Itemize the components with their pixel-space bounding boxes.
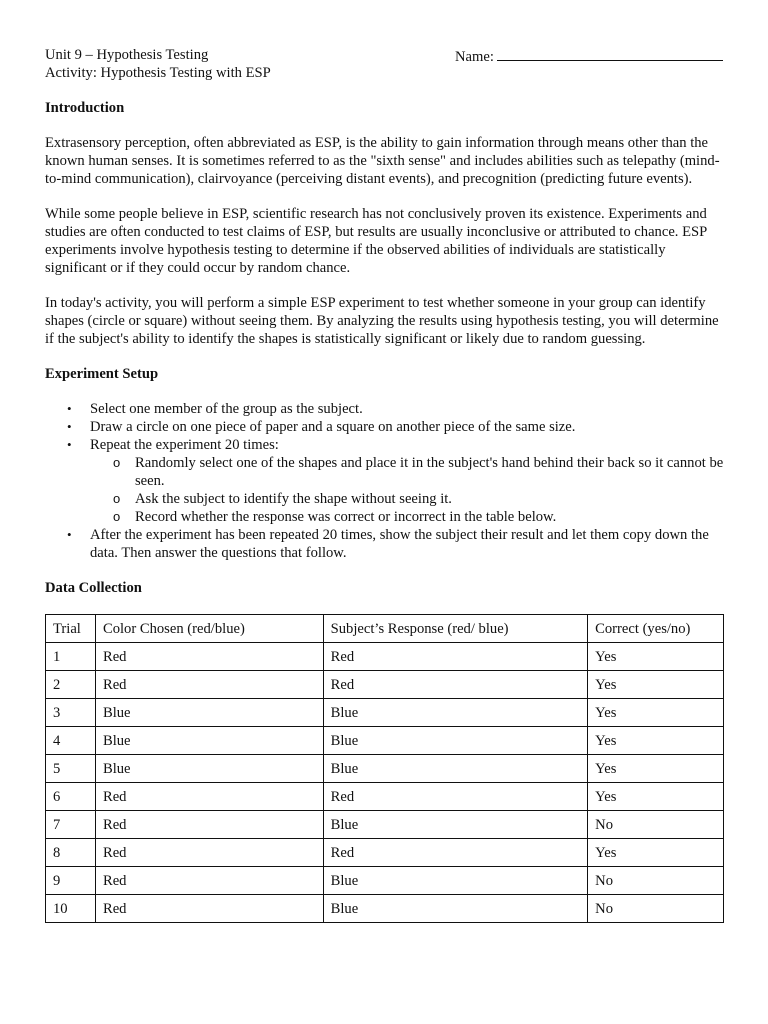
- unit-title: Unit 9 – Hypothesis Testing: [45, 47, 209, 63]
- sublist-item-text: Randomly select one of the shapes and place it in the subject's hand behind their back so it cannot be seen.: [135, 455, 724, 489]
- table-row: [46, 727, 724, 755]
- list-item-text: Repeat the experiment 20 times:: [90, 437, 279, 453]
- repeat-sublist: [90, 454, 725, 526]
- color-chosen-cell: Red: [95, 811, 323, 839]
- sublist-item-text: Ask the subject to identify the shape without seeing it.: [135, 491, 452, 507]
- sublist-item: [90, 454, 725, 490]
- correct-cell: Yes: [588, 783, 724, 811]
- sublist-item-text: Record whether the response was correct or incorrect in the table below.: [135, 509, 557, 525]
- trial-cell: 5: [46, 755, 96, 783]
- color-chosen-cell: Blue: [95, 755, 323, 783]
- bullet-icon: •: [67, 437, 72, 452]
- intro-paragraph-2: While some people believe in ESP, scientific research has not conclusively proven its existence. Experiments and studies are often conducted to test claims of ESP, but results are usually inconclusive or attributed to chance. ESP experiments involve hypothesis testing to determine if the observed abilities of individuals are statistically significant or if they could occur by random chance.: [45, 206, 707, 276]
- list-item: [45, 436, 725, 526]
- table-row: [46, 895, 724, 923]
- color-chosen-cell: Blue: [95, 699, 323, 727]
- name-blank-line[interactable]: [497, 46, 723, 61]
- bullet-icon: •: [67, 401, 72, 416]
- experiment-setup-heading: Experiment Setup: [45, 366, 159, 382]
- trial-cell: 3: [46, 699, 96, 727]
- response-cell: Blue: [323, 867, 588, 895]
- response-cell: Red: [323, 783, 588, 811]
- header-color-chosen: Color Chosen (red/blue): [95, 615, 323, 643]
- list-item-text: Select one member of the group as the subject.: [90, 401, 363, 417]
- color-chosen-cell: Red: [95, 671, 323, 699]
- correct-cell: Yes: [588, 727, 724, 755]
- intro-paragraph-1: Extrasensory perception, often abbreviated as ESP, is the ability to gain information through means other than the known human senses. It is sometimes referred to as the "sixth sense" and includes abilities such as telepathy (mind-to-mind communication), clairvoyance (perceiving distant events), and precognition (predicting future events).: [45, 135, 720, 187]
- response-cell: Blue: [323, 811, 588, 839]
- correct-cell: Yes: [588, 671, 724, 699]
- table-row: [46, 811, 724, 839]
- trial-cell: 1: [46, 643, 96, 671]
- table-row: [46, 867, 724, 895]
- response-cell: Red: [323, 839, 588, 867]
- table-row: [46, 643, 724, 671]
- trial-cell: 4: [46, 727, 96, 755]
- color-chosen-cell: Red: [95, 895, 323, 923]
- activity-title: Activity: Hypothesis Testing with ESP: [45, 65, 271, 81]
- response-cell: Blue: [323, 755, 588, 783]
- table-row: [46, 783, 724, 811]
- document-header: [45, 46, 725, 82]
- correct-cell: Yes: [588, 839, 724, 867]
- hollow-bullet-icon: o: [113, 455, 121, 470]
- response-cell: Blue: [323, 895, 588, 923]
- intro-paragraph-3: In today's activity, you will perform a simple ESP experiment to test whether someone in your group can identify shapes (circle or square) without seeing them. By analyzing the results using hypothesis testing, you will determine if the subject's ability to identify the shapes is statistically significant or likely due to random guessing.: [45, 295, 719, 347]
- correct-cell: Yes: [588, 699, 724, 727]
- correct-cell: No: [588, 811, 724, 839]
- response-cell: Blue: [323, 699, 588, 727]
- table-row: [46, 699, 724, 727]
- trial-cell: 6: [46, 783, 96, 811]
- color-chosen-cell: Red: [95, 839, 323, 867]
- sublist-item: [90, 508, 725, 526]
- list-item: [45, 418, 725, 436]
- correct-cell: Yes: [588, 643, 724, 671]
- list-item: [45, 526, 725, 562]
- table-header-row: [46, 615, 724, 643]
- sublist-item: [90, 490, 725, 508]
- color-chosen-cell: Red: [95, 867, 323, 895]
- correct-cell: No: [588, 867, 724, 895]
- correct-cell: Yes: [588, 755, 724, 783]
- name-label: Name:: [455, 49, 494, 65]
- document-page: [45, 46, 725, 923]
- trial-cell: 7: [46, 811, 96, 839]
- response-cell: Red: [323, 643, 588, 671]
- data-collection-table: [45, 614, 724, 923]
- table-row: [46, 671, 724, 699]
- name-field[interactable]: [455, 46, 725, 82]
- setup-list: [45, 400, 725, 562]
- color-chosen-cell: Blue: [95, 727, 323, 755]
- header-correct: Correct (yes/no): [588, 615, 724, 643]
- color-chosen-cell: Red: [95, 643, 323, 671]
- trial-cell: 9: [46, 867, 96, 895]
- hollow-bullet-icon: o: [113, 509, 121, 524]
- bullet-icon: •: [67, 419, 72, 434]
- list-item-text: Draw a circle on one piece of paper and a square on another piece of the same size.: [90, 419, 576, 435]
- table-row: [46, 755, 724, 783]
- header-subject-response: Subject’s Response (red/ blue): [323, 615, 588, 643]
- header-titles: [45, 46, 271, 82]
- trial-cell: 2: [46, 671, 96, 699]
- list-item: [45, 400, 725, 418]
- bullet-icon: •: [67, 527, 72, 542]
- hollow-bullet-icon: o: [113, 491, 121, 506]
- table-row: [46, 839, 724, 867]
- header-trial: Trial: [46, 615, 96, 643]
- trial-cell: 10: [46, 895, 96, 923]
- correct-cell: No: [588, 895, 724, 923]
- response-cell: Blue: [323, 727, 588, 755]
- response-cell: Red: [323, 671, 588, 699]
- trial-cell: 8: [46, 839, 96, 867]
- introduction-heading: Introduction: [45, 100, 125, 116]
- color-chosen-cell: Red: [95, 783, 323, 811]
- data-collection-heading: Data Collection: [45, 580, 142, 596]
- list-item-text: After the experiment has been repeated 20 times, show the subject their result and let them copy down the data. Then answer the questions that follow.: [90, 527, 709, 561]
